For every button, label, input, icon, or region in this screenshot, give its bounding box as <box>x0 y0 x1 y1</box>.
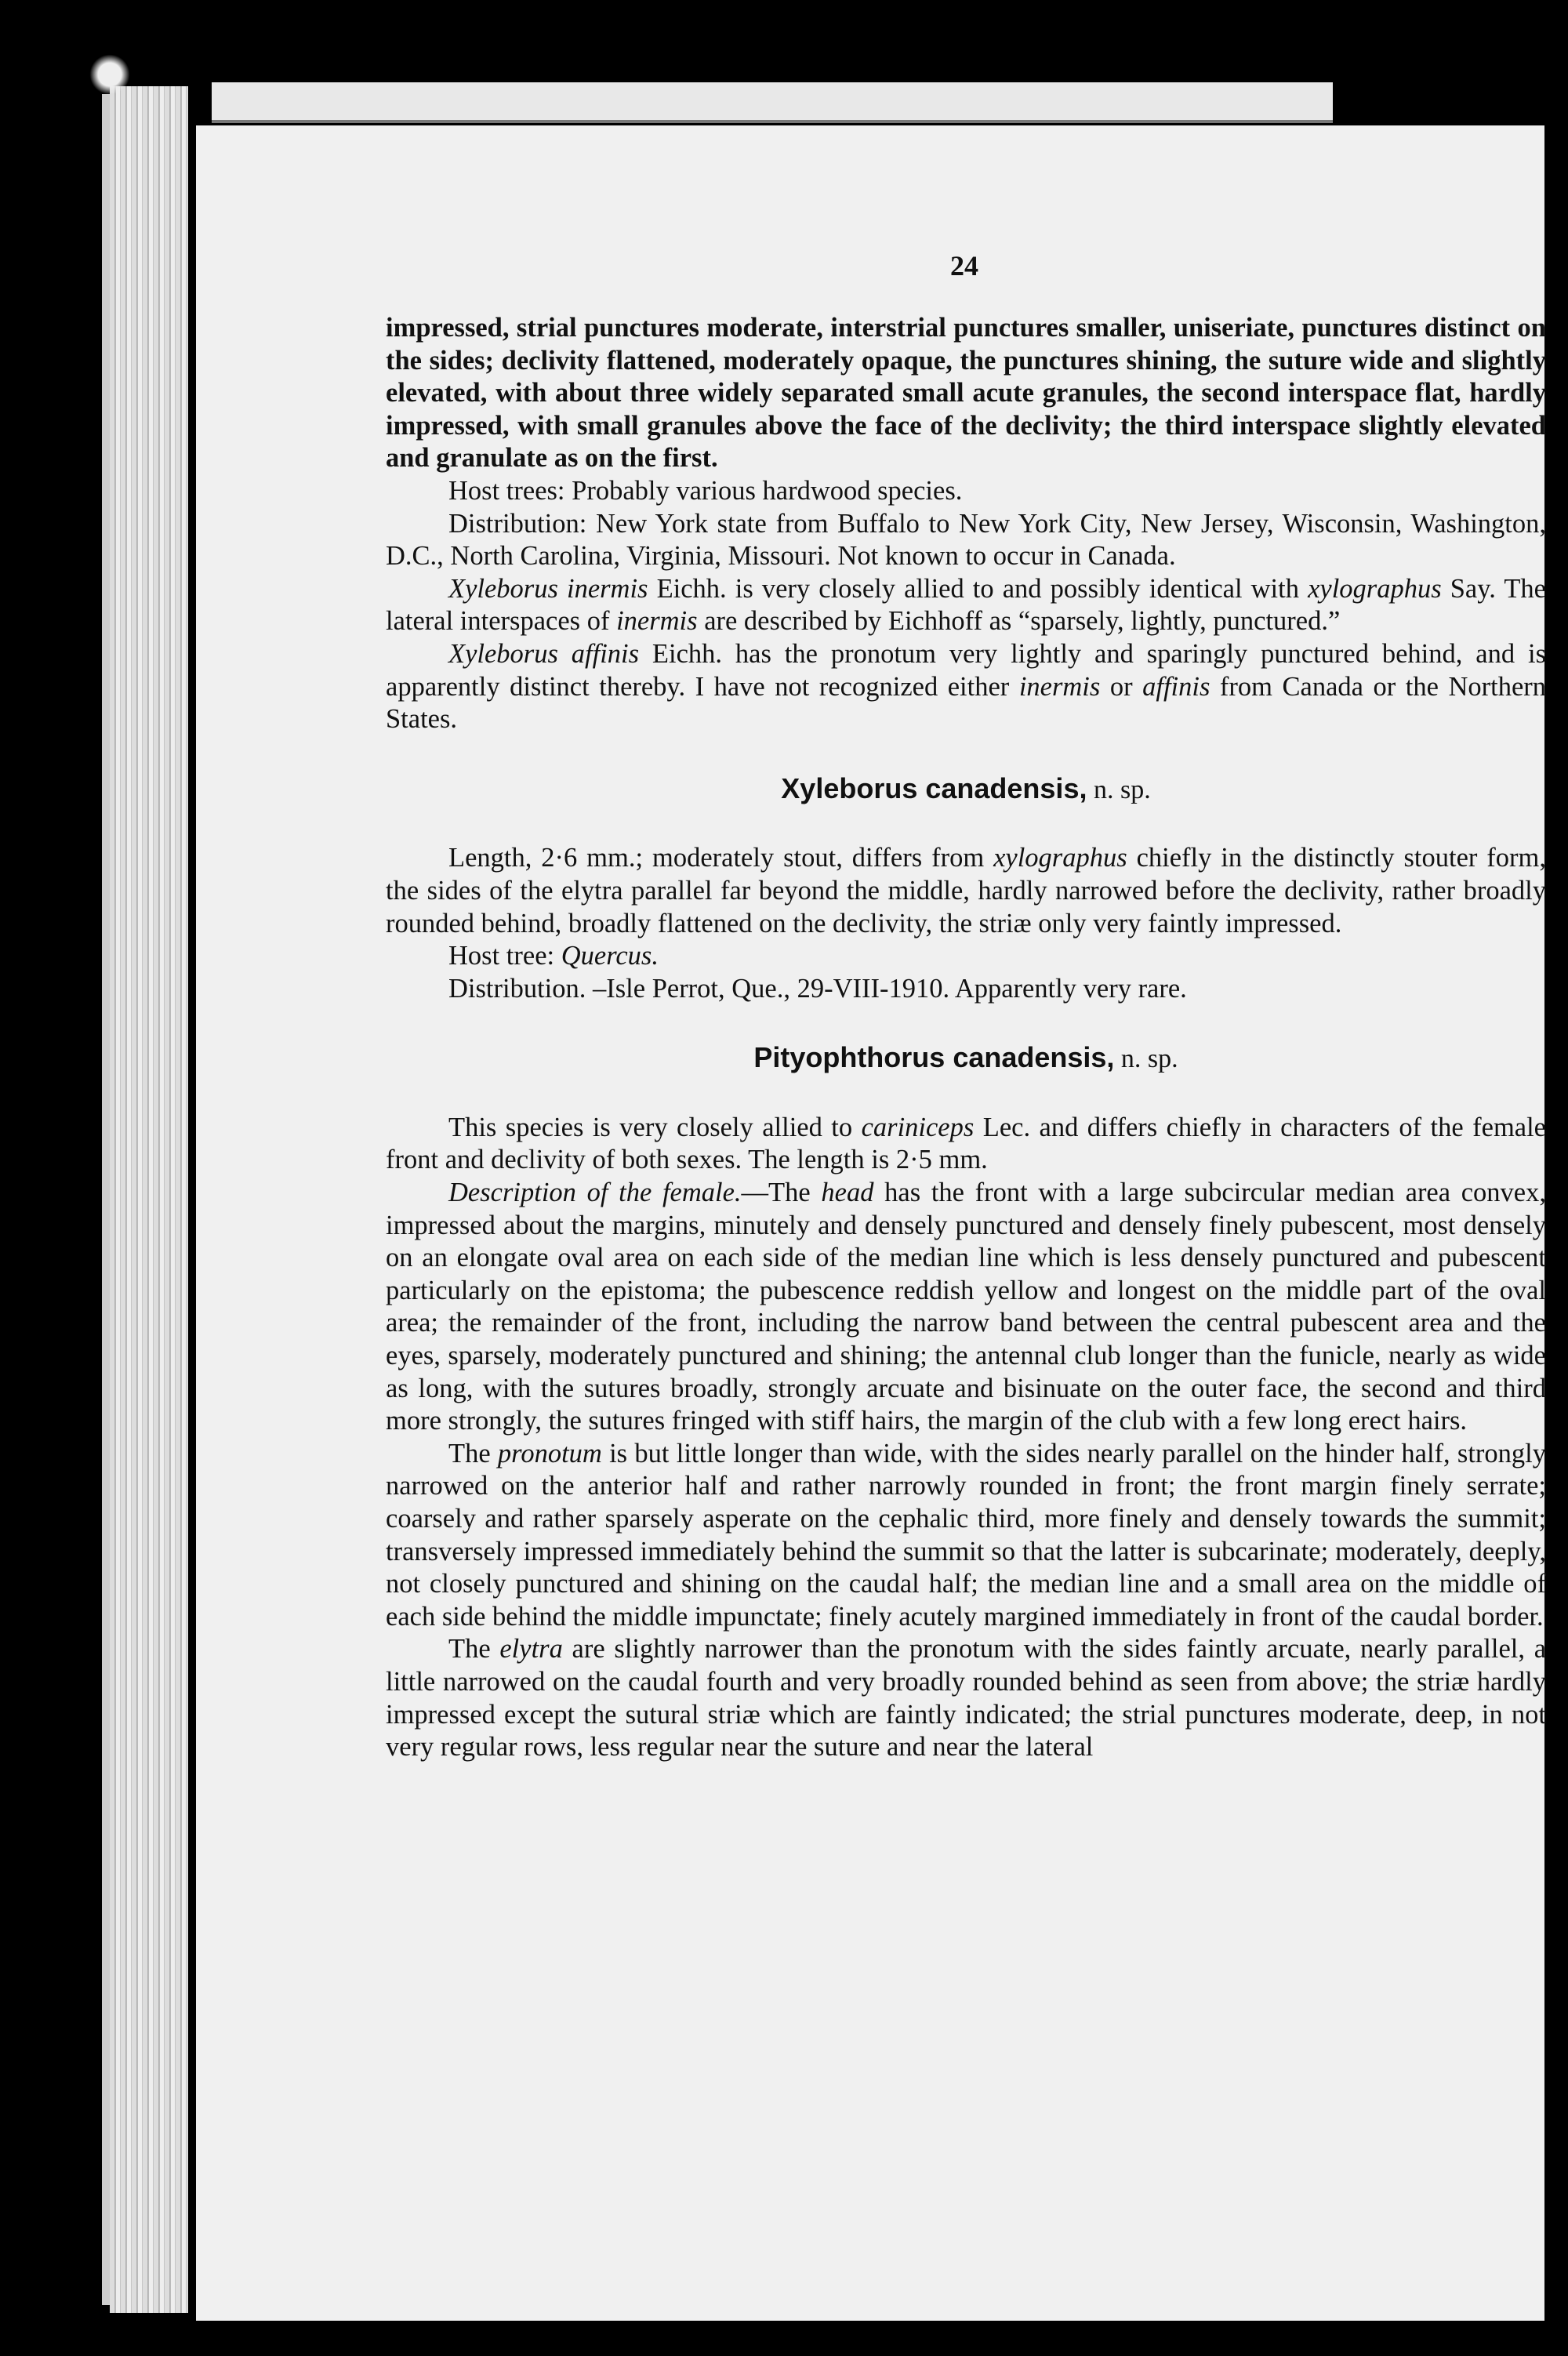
affinis-paragraph: Xyleborus affinis Eichh. has the pronotum very lightly and sparingly punctured behind, and is apparently distinct thereby. I have not recognized either inermis or affinis from Canada or the Northern States. <box>386 638 1546 735</box>
page-number: 24 <box>950 250 978 281</box>
inermis-paragraph: Xyleborus inermis Eichh. is very closely allied to and possibly identical with xylographus Say. The lateral interspaces of inermis are described by Eichhoff as “sparsely, lightly, punctured.” <box>386 573 1546 637</box>
elytra-description: The elytra are slightly narrower than the pronotum with the sides faintly arcuate, nearly parallel, a little narrowed on the caudal fourth and very broadly rounded behind as seen from above; the striæ hardly impressed except the sutural striæ which are faintly indicated; the strial punctures moderate, deep, in not very regular rows, less regular near the suture and near the lateral <box>386 1634 1547 1762</box>
xyleborus-host: Host tree: Quercus. <box>448 941 659 971</box>
host-trees-paragraph: Host trees: Probably various hardwood species. <box>448 475 963 506</box>
xyleborus-distribution: Distribution. –Isle Perrot, Que., 29-VIII-1910. Apparently very rare. <box>448 973 1187 1004</box>
distribution-paragraph: Distribution: New York state from Buffalo to New York City, New Jersey, Wisconsin, Washington, D.C., North Carolina, Virginia, Missouri. Not known to occur in Canada. <box>386 508 1546 572</box>
section-heading-pityophthorus: Pityophthorus canadensis, n. sp. <box>753 1041 1178 1074</box>
female-description: Description of the female.—The head has the front with a large subcircular median area convex, impressed about the margins, minutely and densely punctured and densely finely pubescent, most densely on an elongate oval area on each side of the median line which is less densely punctured and pubescent particularly on the epistoma; the pubescence reddish yellow and longest on the middle part of the oval area; the remainder of the front, including the narrow band between the central pubescent area and the eyes, sparsely, moderately punctured and shining; the antennal club longer than the funicle, nearly as wide as long, with the sutures broadly, strongly arcuate and bisinuate on the outer face, the second and third more strongly, the sutures fringed with stiff hairs, the margin of the club with a few long erect hairs. <box>386 1178 1546 1436</box>
xyleborus-description: Length, 2·6 mm.; moderately stout, differs from xylographus chiefly in the distinctly stouter form, the sides of the elytra parallel far beyond the middle, hardly narrowed before the declivity, rather broadly rounded behind, broadly flattened on the declivity, the striæ only very faintly impressed. <box>386 843 1546 938</box>
continuation-paragraph: impressed, strial punctures moderate, interstrial punctures smaller, uniseriate, punctures distinct on the sides; declivity flattened, moderately opaque, the punctures shining, the suture wide and slightly elevated, with about three widely separated small acute granules, the second interspace flat, hardly impressed, with small granules above the face of the declivity; the third interspace slightly elevated and granulate as on the first. <box>386 313 1546 474</box>
species-name: Xyleborus inermis <box>448 573 648 604</box>
page-top-edge <box>212 82 1333 123</box>
species-name: Xyleborus affinis <box>448 638 640 669</box>
pronotum-description: The pronotum is but little longer than wide, with the sides nearly parallel on the hinder half, strongly narrowed on the anterior half and rather narrowly rounded in front; the front margin finely serrate; coarsely and rather sparsely asperate on the cephalic third, more finely and densely towards the summit; transversely impressed immediately behind the summit so that the latter is subcarinate; moderately, deeply, not closely punctured and shining on the caudal half; the median line and a small area on the middle of each side behind the middle impunctate; finely acutely margined immediately in front of the caudal border. <box>386 1438 1547 1632</box>
pityophthorus-intro: This species is very closely allied to cariniceps Lec. and differs chiefly in characters of the female front and declivity of both sexes. The length is 2·5 mm. <box>386 1112 1546 1175</box>
scan-mark <box>86 51 133 98</box>
section-heading-xyleborus: Xyleborus canadensis, n. sp. <box>781 771 1151 804</box>
page-body <box>386 312 1546 1764</box>
page-stack-edges <box>110 86 188 2313</box>
